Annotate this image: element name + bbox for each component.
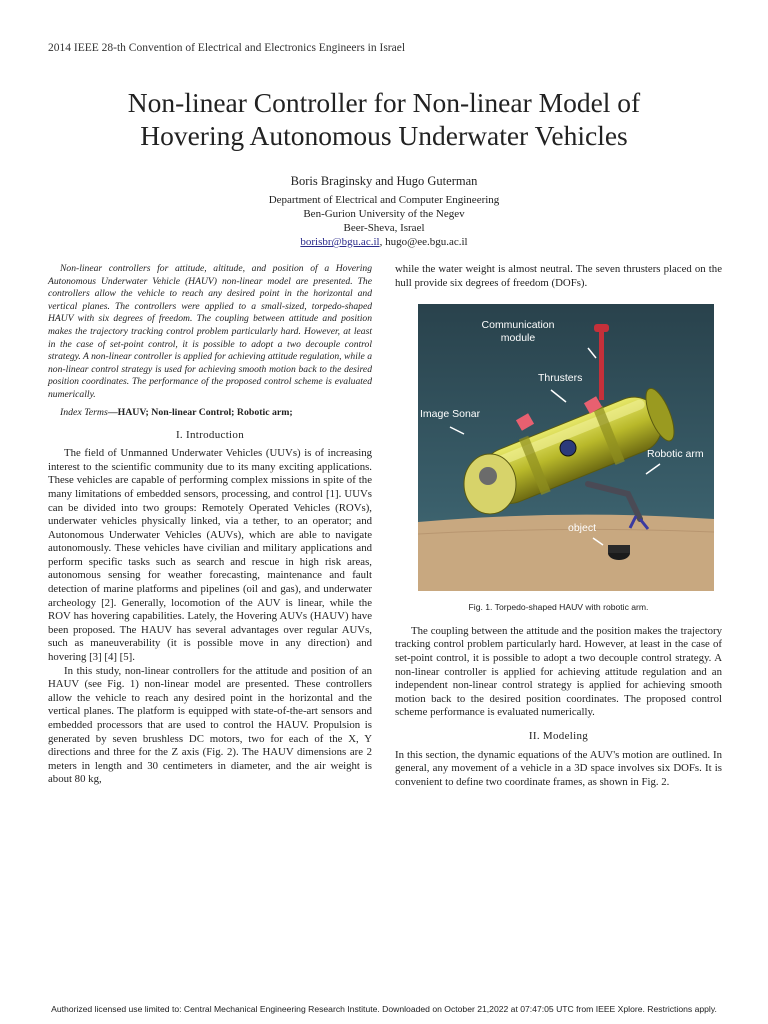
index-terms-values: HAUV; Non-linear Control; Robotic arm; [117,406,293,418]
right-column [395,263,722,789]
index-terms [48,406,372,419]
abstract: Non-linear controllers for attitude, altitude, and position of a Hovering Autonomous Underwater Vehicle (HAUV) non-linear model are presented. The controllers allow the vehicle to reach any desired point in the horizontal and vertical planes. The controllers were applied to a small-sized, torpedo-shaped HAUV with six degrees of freedom. The coupling between attitude and position makes the trajectory tracking control problem particularly hard. However, at least in the case of set-point control, it is possible to adopt a two decouple control strategy. A non-linear controller is applied for achieving attitude regulation, while a non-linear control strategy is used for achieving smooth motion back to the desired position coordinates. The performance of the proposed control scheme is evaluated numerically. [48,263,372,400]
ieee-xplore-footer: Authorized licensed use limited to: Central Mechanical Engineering Research Institute. Downloaded on October 21,2022 at 07:47:05 UTC from IEEE Xplore. Restrictions apply. [51,1004,717,1014]
label-communication-module [468,319,568,345]
department: Department of Electrical and Computer Engineering [268,194,500,206]
label-object: object [568,522,597,535]
intro-paragraph-2: In this study, non-linear controllers for the attitude and position of an HAUV (see Fig. 1) non-linear model are presented. These controllers allow the vehicle to reach any desired point in the horizontal and the vertical planes. The platform is equipped with state-of-the-art sensors and embedded processors that are used to control the HAUV. Propulsion is generated by seven brushless DC motors, two for each of the X, Y directions and three for the Z axis (Fig. 2). The HAUV dimensions are 2 meters in length and 30 centimeters in diameter, and the air weight is about 80 kg, [48,664,372,786]
modeling-paragraph-1: In this section, the dynamic equations of the AUV's motion are outlined. In general, any movement of a vehicle in a 3D space involves six DOFs. It is convenient to define two coordinate frames, as shown in Fig. 2. [395,748,722,788]
intro-paragraph-1: The field of Unmanned Underwater Vehicles (UUVs) is of increasing interest to the scientific community due to its many exciting applications. These vehicles are capable of performing complex missions in spite of the many limitations of embedded sensors, processing, and control [1]. UUVs can be divided into two groups: Remotely Operated Vehicles (ROVs), underwater vehicles physically linked, via a tether, to an operator; and Autonomous Underwater Vehicles (AUVs), which are able to navigate autonomously. These vehicles have civilian and military applications and perform specific tasks such as search and rescue in high risk areas, autonomous sensing for weather forecasting, maintenance and fault detection of marine platforms and pipelines (oil and gas), and underwater archeology [2]. Generally, locomotion of the AUV is linear, while the ROV has hovering capabilities. Lately, the Hovering AUVs (HAUV) have been proposed. The HAUV has several advantages over regular AUVs, such as maneuverability (it is possible move in any direction) and hovering [3] [4] [5]. [48,447,372,664]
section-heading-modeling: II. Modeling [528,729,589,742]
title-line-1: Non-linear Controller for Non-linear Model of [127,87,641,118]
conference-header: 2014 IEEE 28-th Convention of Electrical and Electronics Engineers in Israel [48,42,406,54]
label-thrusters: Thrusters [538,372,583,385]
affiliation [0,193,768,249]
figure-1-caption: Fig. 1. Torpedo-shaped HAUV with robotic arm. [468,602,649,613]
label-image-sonar: Image Sonar [420,408,481,421]
index-terms-label: Index Terms [60,406,108,418]
paper-title [40,86,728,152]
university: Ben-Gurion University of the Negev [303,208,465,220]
left-column [48,263,372,787]
label-comm-line2: module [500,332,536,345]
label-robotic-arm: Robotic arm [647,448,704,461]
section-heading-introduction: I. Introduction [175,428,245,441]
index-terms-dash: — [107,406,118,418]
authors: Boris Braginsky and Hugo Guterman [290,174,478,188]
right-paragraph-0: while the water weight is almost neutral. The seven thrusters placed on the hull provide six degrees of freedom (DOFs). [395,263,722,289]
right-paragraph-1: The coupling between the attitude and the position makes the trajectory tracking control problem particularly hard. However, at least in the case of set-point control, it is possible to adopt a two decouple control strategy. A non-linear controller is applied for achieving attitude regulation and an independent non-linear control strategy is applied for achieving smooth motion back to the desired position coordinates. The proposed control scheme performance is evaluated numerically. [395,624,722,719]
emails [0,235,768,249]
title-line-2: Hovering Autonomous Underwater Vehicles [140,120,628,151]
figure-1-image [418,304,714,591]
label-comm-line1: Communication [481,319,555,332]
email-separator: , [379,236,386,248]
city: Beer-Sheva, Israel [343,222,425,234]
email-2: hugo@ee.bgu.ac.il [385,236,468,248]
email-link-1[interactable]: borisbr@bgu.ac.il [300,236,380,248]
